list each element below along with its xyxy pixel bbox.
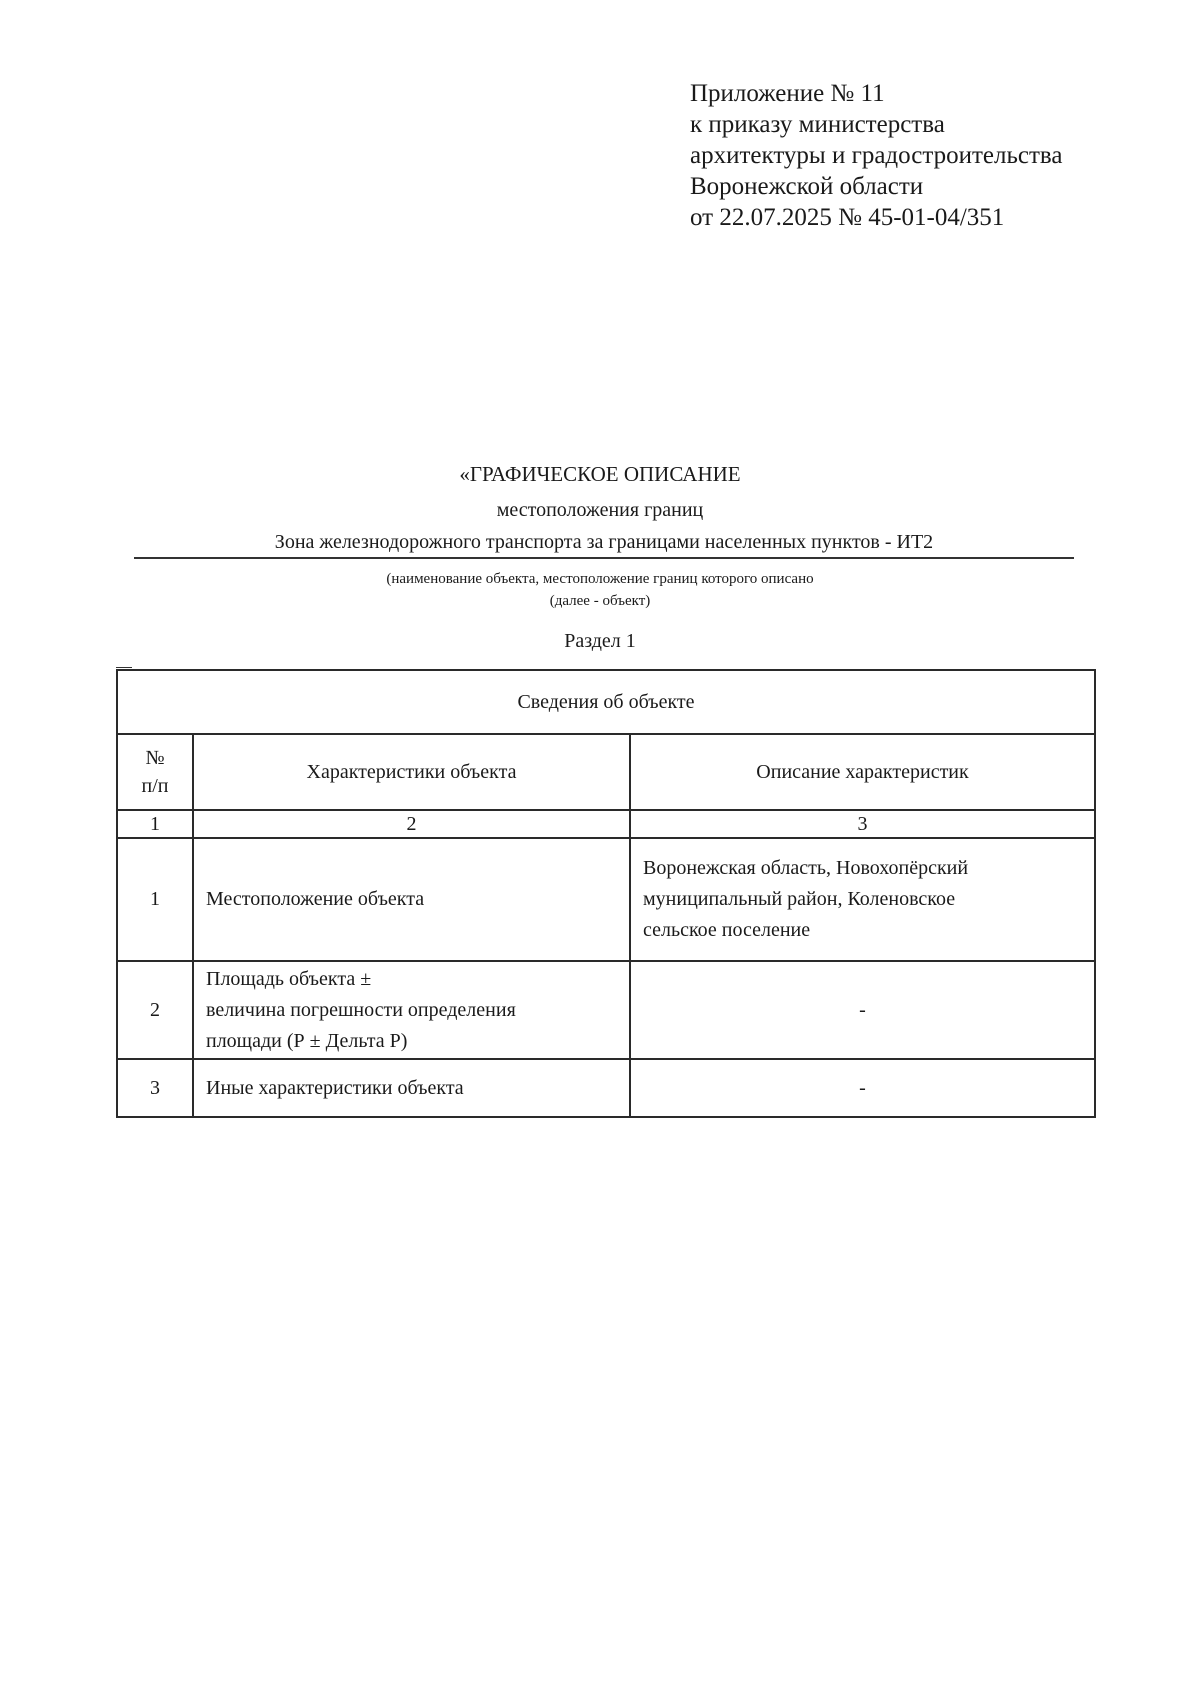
characteristic-line: Местоположение объекта: [206, 888, 425, 910]
document-subtitle: местоположения границ: [496, 499, 704, 521]
description-line: муниципальный район, Коленовское: [643, 888, 956, 910]
description-line: -: [859, 998, 866, 1021]
table-row: [117, 838, 1095, 961]
characteristic-line: Площадь объекта ±: [206, 967, 372, 990]
appendix-region: Воронежской области: [690, 173, 924, 200]
column-index-cell: 3: [630, 810, 1095, 838]
table-caption: Сведения об объекте: [117, 670, 1095, 734]
margin-tick: [116, 667, 132, 668]
characteristic-line: величина погрешности определения: [206, 998, 516, 1021]
description-line: -: [859, 1076, 866, 1099]
description-line: Воронежская область, Новохопёрский: [643, 857, 969, 879]
row-number: 1: [117, 838, 193, 961]
table-row: [117, 961, 1095, 1059]
row-number: 2: [117, 961, 193, 1059]
row-characteristic: [193, 1059, 630, 1117]
object-info-table: [116, 669, 1096, 1118]
row-characteristic: [193, 961, 630, 1059]
row-characteristic: [193, 838, 630, 961]
appendix-ministry: архитектуры и градостроительства: [690, 142, 1063, 169]
column-index-cell: 1: [117, 810, 193, 838]
appendix-date-number: от 22.07.2025 № 45-01-04/351: [690, 204, 1005, 231]
row-description: [630, 838, 1095, 961]
section-label: Раздел 1: [564, 630, 636, 652]
object-name: Зона железнодорожного транспорта за границами населенных пунктов - ИТ2: [134, 531, 1074, 559]
row-number: 3: [117, 1059, 193, 1117]
header-num-line-1: №: [145, 747, 165, 769]
object-name-note: [0, 568, 1200, 612]
appendix-number: Приложение № 11: [690, 80, 885, 107]
table-row: [117, 1059, 1095, 1117]
appendix-order-ref: к приказу министерства: [690, 111, 945, 138]
characteristic-line: площади (Р ± Дельта Р): [206, 1029, 408, 1052]
table-caption-row: [117, 670, 1095, 734]
characteristic-line: Иные характеристики объекта: [206, 1076, 464, 1099]
column-index-row: [117, 810, 1095, 838]
table-header-row: [117, 734, 1095, 810]
header-characteristics: Характеристики объекта: [193, 734, 630, 810]
object-note-line-1: (наименование объекта, местоположение границ которого описано: [386, 571, 814, 587]
description-line: сельское поселение: [643, 919, 811, 941]
row-description: [630, 1059, 1095, 1117]
header-description: Описание характеристик: [630, 734, 1095, 810]
object-note-line-2: (далее - объект): [549, 593, 651, 609]
appendix-header: [690, 78, 1062, 233]
header-num: [117, 734, 193, 810]
header-num-line-2: п/п: [141, 775, 169, 797]
document-title: «ГРАФИЧЕСКОЕ ОПИСАНИЕ: [459, 462, 741, 486]
column-index-cell: 2: [193, 810, 630, 838]
row-description: [630, 961, 1095, 1059]
